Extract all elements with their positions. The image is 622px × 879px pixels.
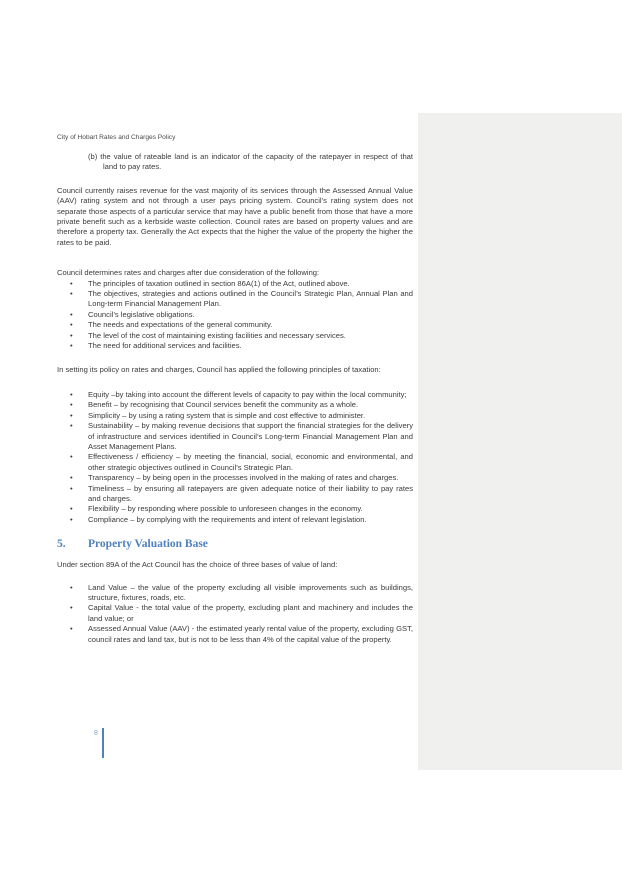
list-item: • Equity –by taking into account the different levels of capacity to pay within the local community; [57,390,413,400]
list-item: • Land Value – the value of the property excluding all visible improvements such as buildings, structure, fixtures, roads, etc. [57,583,413,604]
paragraph-revenue: Council currently raises revenue for the vast majority of its services through the Assessed Annual Value (AAV) rating system and not through a user pays pricing system. Council’s rating system does not separate those aspects of a particular service that may have a public benefit from those that have a more private benefit such as a kerbside waste collection. Council rates are based on property values and are therefore a property tax. Generally the Act expects that the higher the value of the property the higher the rates to be paid. [57,185,413,247]
considerations-list [57,279,413,352]
list-item: • Compliance – by complying with the requirements and intent of relevant legislation. [57,515,413,525]
page-number-bar [102,728,105,758]
page-number: 8 [94,730,98,737]
list-item: • Effectiveness / efficiency – by meeting the financial, social, economic and environmental, and other strategic objectives outlined in Council’s Strategic Plan. [57,452,413,473]
list-item: • Benefit – by recognising that Council services benefit the community as a whole. [57,400,413,410]
paragraph-section5-intro: Under section 89A of the Act Council has the choice of three bases of value of land: [57,560,338,570]
list-item: • Council’s legislative obligations. [57,310,413,320]
section-title: Property Valuation Base [88,538,208,551]
principles-list [57,390,413,525]
paragraph-principles-intro: In setting its policy on rates and charges, Council has applied the following principles of taxation: [57,364,381,374]
list-item: • Sustainability – by making revenue decisions that support the financial strategies for the delivery of infrastructure and services identified in Council’s Long-term Financial Management Plan and Asset Management Plans. [57,421,413,452]
paragraph-determines: Council determines rates and charges after due consideration of the following: [57,268,320,278]
list-item: • Transparency – by being open in the processes involved in the making of rates and charges. [57,473,413,483]
document-page-content [57,133,413,645]
list-item: • The principles of taxation outlined in section 86A(1) of the Act, outlined above. [57,279,413,289]
valuation-bases-list [57,583,413,645]
list-item: • The level of the cost of maintaining existing facilities and necessary services. [57,331,413,341]
list-item: • Assessed Annual Value (AAV) - the estimated yearly rental value of the property, excluding GST, council rates and land tax, but is not to be less than 4% of the capital value of the property. [57,624,413,645]
section-number: 5. [57,538,66,551]
page-footer [94,728,104,758]
section-5-heading [57,537,413,551]
list-item: • Timeliness – by ensuring all ratepayers are given adequate notice of their liability to pay rates and charges. [57,484,413,505]
list-item: • The need for additional services and facilities. [57,341,413,351]
list-item: • The objectives, strategies and actions outlined in the Council’s Strategic Plan, Annual Plan and Long-term Financial Management Plan. [57,289,413,310]
list-item: • Simplicity – by using a rating system that is simple and cost effective to administer. [57,411,413,421]
list-item: • The needs and expectations of the general community. [57,320,413,330]
right-gray-panel [418,113,622,770]
list-item: • Flexibility – by responding where possible to unforeseen changes in the economy. [57,504,413,514]
document-header-title: City of Hobart Rates and Charges Policy [57,134,176,141]
list-item: • Capital Value - the total value of the property, excluding plant and machinery and includes the land value; or [57,603,413,624]
clause-b-paragraph: (b) the value of rateable land is an indicator of the capacity of the ratepayer in respect of that land to pay rates. [88,152,413,172]
